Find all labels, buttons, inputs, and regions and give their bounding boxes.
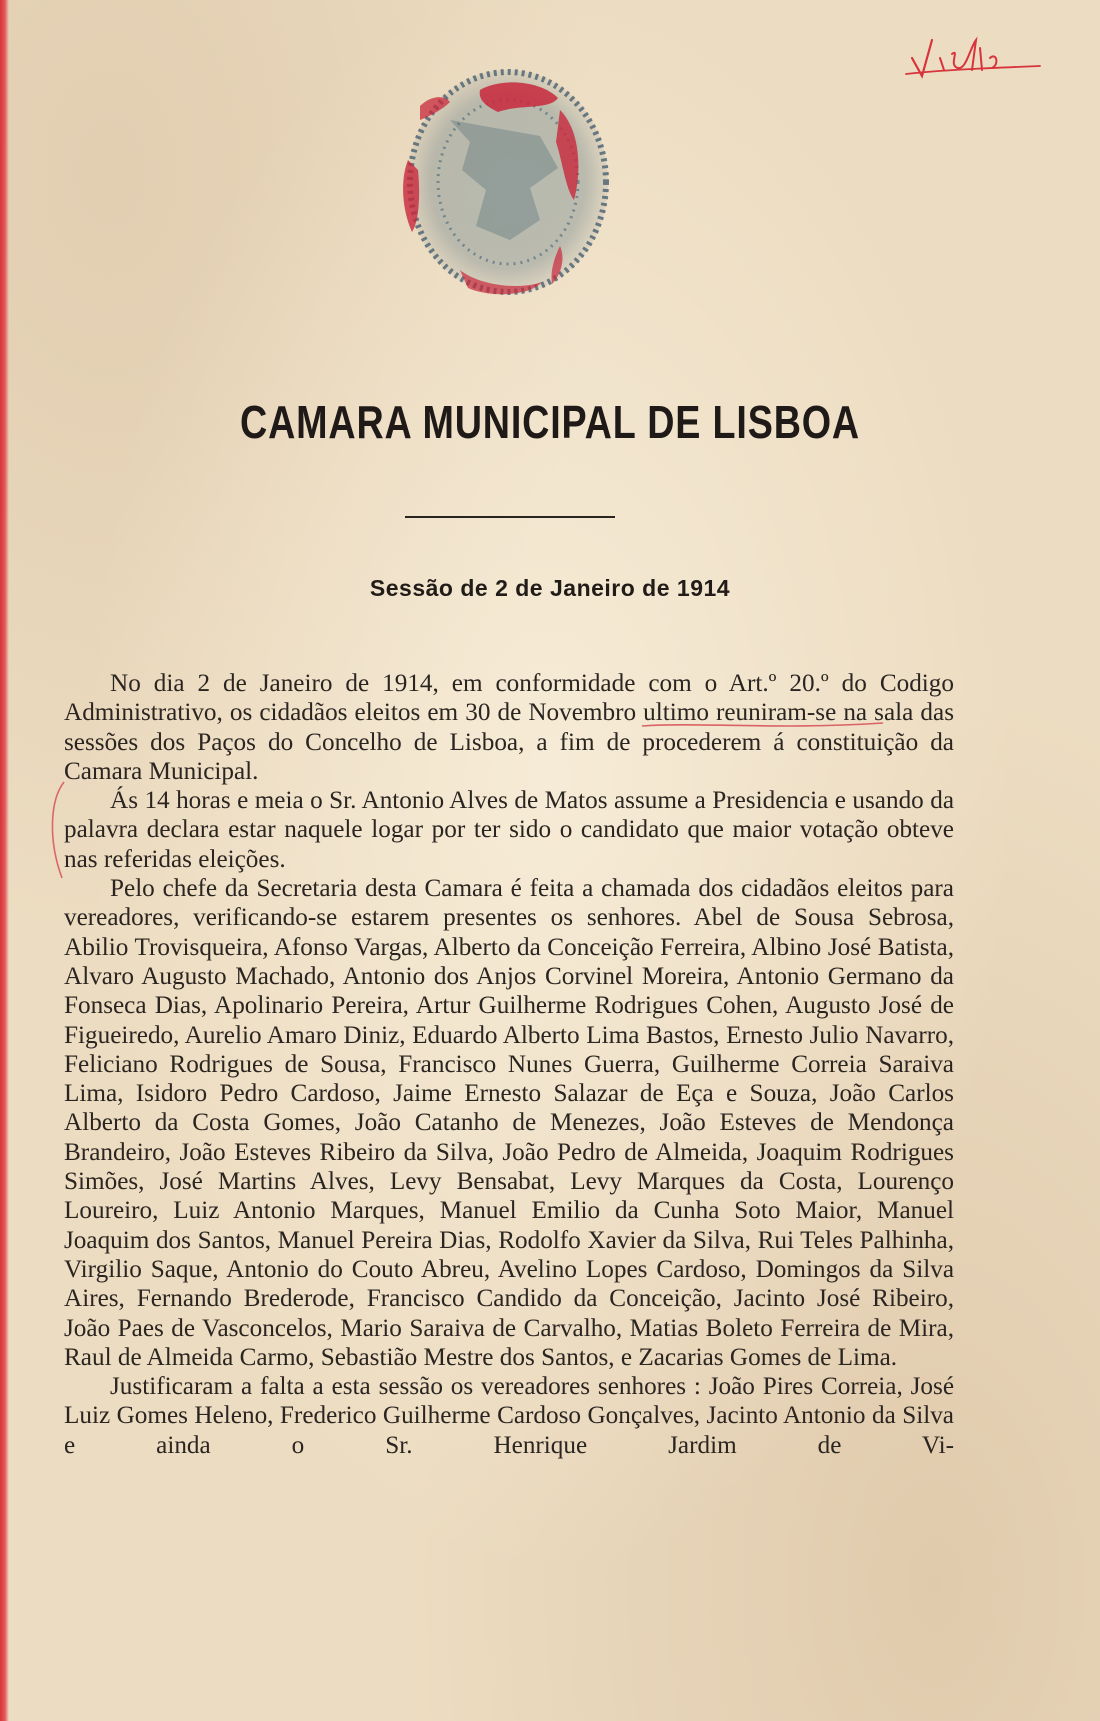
seal-stamp bbox=[390, 50, 620, 320]
paragraph: No dia 2 de Janeiro de 1914, em conformidade com o Art.º 20.º do Codigo Administrativo, os cidadãos eleitos em 30 de Novembro ultimo reuniram-se na sala das sessões dos Paços do Concelho de Lisboa, a fim de procederem á constituição da Camara Municipal. bbox=[64, 670, 954, 785]
binding-edge bbox=[0, 0, 9, 1721]
paragraph: Ás 14 horas e meia o Sr. Antonio Alves de Matos assume a Presidencia e usando da palavra declara estar naquele logar por ter sido o candidato que maior votação obteve nas referidas eleições. bbox=[64, 787, 954, 873]
document-title: CAMARA MUNICIPAL DE LISBOA bbox=[240, 396, 860, 448]
paragraph: Justificaram a falta a esta sessão os vereadores senhores : João Pires Correia, José Luiz Gomes Heleno, Frederico Guilherme Cardoso Gonçalves, Jacinto Antonio da Silva e ainda o Sr. Henrique Jardim de Vi- bbox=[64, 1373, 954, 1459]
title-divider bbox=[405, 516, 615, 518]
session-heading: Sessão de 2 de Janeiro de 1914 bbox=[369, 575, 731, 601]
handwritten-signature bbox=[900, 18, 1050, 83]
document-body bbox=[64, 669, 954, 1460]
paragraph: Pelo chefe da Secretaria desta Camara é feita a chamada dos cidadãos eleitos para vereadores, verificando-se estarem presentes os senhores. Abel de Sousa Sebrosa, Abilio Trovisqueira, Afonso Vargas, Alberto da Conceição Ferreira, Albino José Batista, Alvaro Augusto Machado, Antonio dos Anjos Corvinel Moreira, Antonio Germano da Fonseca Dias, Apolinario Pereira, Artur Guilherme Rodrigues Cohen, Augusto José de Figueiredo, Aurelio Amaro Diniz, Eduardo Alberto Lima Bastos, Ernesto Julio Navarro, Feliciano Rodrigues de Sousa, Francisco Nunes Guerra, Guilherme Correia Saraiva Lima, Isidoro Pedro Cardoso, Jaime Ernesto Salazar de Eça e Souza, João Carlos Alberto da Costa Gomes, João Catanho de Menezes, João Esteves de Mendonça Brandeiro, João Esteves Ribeiro da Silva, João Pedro de Almeida, Joaquim Rodrigues Simões, José Martins Alves, Levy Bensabat, Levy Marques da Costa, Lourenço Loureiro, Luiz Antonio Marques, Manuel Emilio da Cunha Soto Maior, Manuel Joaquim dos Santos, Manuel Pereira Dias, Rodolfo Xavier da Silva, Rui Teles Palhinha, Virgilio Saque, Antonio do Couto Abreu, Avelino Lopes Cardoso, Domingos da Silva Aires, Fernando Brederode, Francisco Candido da Conceição, Jacinto José Ribeiro, João Paes de Vasconcelos, Mario Saraiva de Carvalho, Matias Boleto Ferreira de Mira, Raul de Almeida Carmo, Sebastião Mestre dos Santos, e Zacarias Gomes de Lima. bbox=[64, 875, 954, 1371]
